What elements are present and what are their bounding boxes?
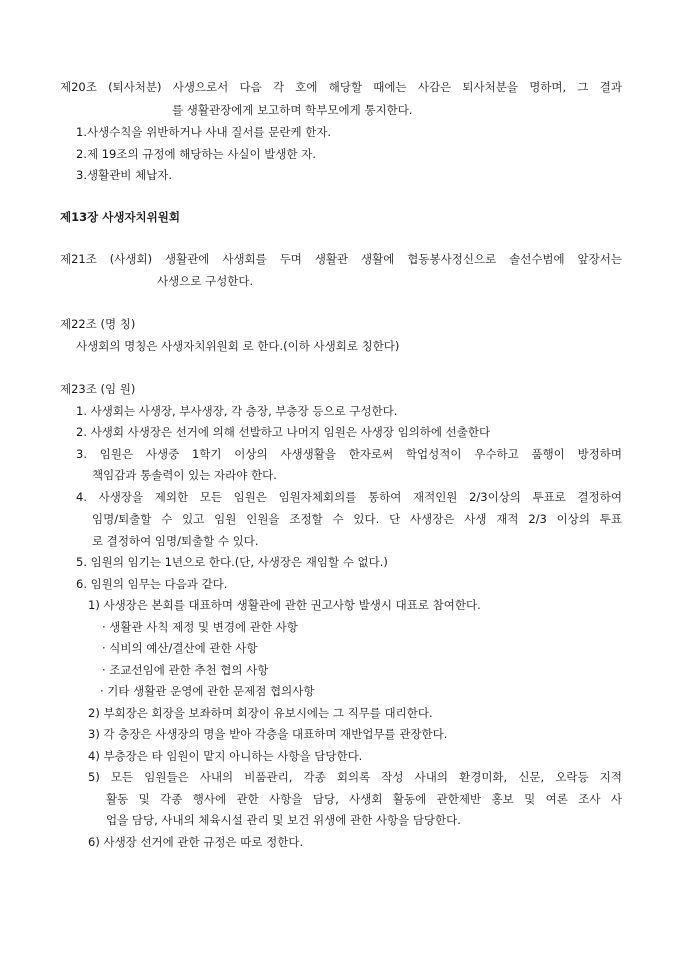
article-20-item-2: 2.제 19조의 규정에 해당하는 사실이 발생한 자. (76, 147, 317, 161)
article-23-item-4-cont-2: 로 결정하여 임명/퇴출할 수 있다. (92, 534, 259, 548)
article-23-heading: 제23조 (임 원) (60, 382, 136, 396)
chapter-13-title: 제13장 사생자치위원회 (60, 210, 180, 224)
duty-5: 5) 모든 임원들은 사내의 비품관리, 각종 회의록 작성 사내의 환경미화, 신문, 오락등 지적 (88, 770, 622, 784)
duty-1: 1) 사생장은 본회를 대표하며 생활관에 관한 권고사항 발생시 대표로 참여한다. (88, 598, 481, 612)
article-22-heading: 제22조 (명 칭) (60, 317, 136, 331)
article-20-continuation: 를 생활관장에게 보고하며 학부모에게 통지한다. (172, 103, 413, 117)
article-20-item-3: 3.생활관비 체납자. (76, 168, 173, 182)
duty-5-cont-1: 활동 및 각종 행사에 관한 사항을 담당, 사생회 활동에 관한제반 홍보 및 여론 조사 사 (106, 792, 622, 806)
article-23-item-3: 3. 임원은 사생중 1학기 이상의 사생생활을 한자로써 학업성적이 우수하고 품행이 방정하며 (76, 447, 622, 461)
duty-6: 6) 사생장 선거에 관한 규정은 따로 정한다. (88, 835, 304, 849)
duty-4: 4) 부층장은 타 임원이 맡지 아니하는 사항을 담당한다. (88, 749, 363, 763)
article-20-item-1: 1.사생수칙을 위반하거나 사내 질서를 문란케 한자. (76, 125, 332, 139)
article-22-body: 사생회의 명칭은 사생자치위원회 로 한다.(이하 사생회로 칭한다) (76, 339, 400, 353)
duty-1-bullet-4: · 기타 생활관 운영에 관한 문제점 협의사항 (100, 684, 315, 698)
duty-1-bullet-1: · 생활관 사칙 제정 및 변경에 관한 사항 (102, 620, 298, 634)
article-21-continuation: 사생으로 구성한다. (157, 274, 254, 288)
article-23-item-1: 1. 사생회는 사생장, 부사생장, 각 층장, 부층장 등으로 구성한다. (76, 404, 398, 418)
article-20-heading: 제20조 (퇴사처분) 사생으로서 다음 각 호에 해당할 때에는 사감은 퇴사처분을 명하며, 그 결과 (60, 80, 622, 94)
duty-1-bullet-2: · 식비의 예산/결산에 관한 사항 (102, 641, 258, 655)
duty-5-cont-2: 업을 담당, 사내의 체육시설 관리 및 보건 위생에 관한 사항을 담당한다. (106, 813, 461, 827)
article-23-item-2: 2. 사생회 사생장은 선거에 의해 선발하고 나머지 임원은 사생장 임의하에 선출한다 (76, 425, 491, 439)
duty-2: 2) 부회장은 회장을 보좌하며 회장이 유보시에는 그 직무를 대리한다. (88, 706, 433, 720)
article-23-item-4: 4. 사생장을 제외한 모든 임원은 임원자체회의를 통하여 재적인원 2/3이상의 투표로 결정하여 (76, 490, 622, 504)
article-23-item-6: 6. 임원의 임무는 다음과 같다. (76, 577, 228, 591)
duty-1-bullet-3: · 조교선임에 관한 추천 협의 사항 (102, 663, 269, 677)
article-23-item-4-cont-1: 임명/퇴출할 수 있고 임원 인원을 조정할 수 있다. 단 사생장은 사생 재적 2/3 이상의 투표 (92, 512, 622, 526)
article-23-item-5: 5. 임원의 임기는 1년으로 한다.(단, 사생장은 재임할 수 없다.) (76, 555, 388, 569)
article-21-heading: 제21조 (사생회) 생활관에 사생회를 두며 생활관 생활에 협동봉사정신으로 솔선수범에 앞장서는 (60, 252, 622, 266)
article-23-item-3-cont: 책임감과 통솔력이 있는 자라야 한다. (92, 468, 277, 482)
duty-3: 3) 각 층장은 사생장의 명을 받아 각층을 대표하며 재반업무를 관장한다. (88, 727, 448, 741)
